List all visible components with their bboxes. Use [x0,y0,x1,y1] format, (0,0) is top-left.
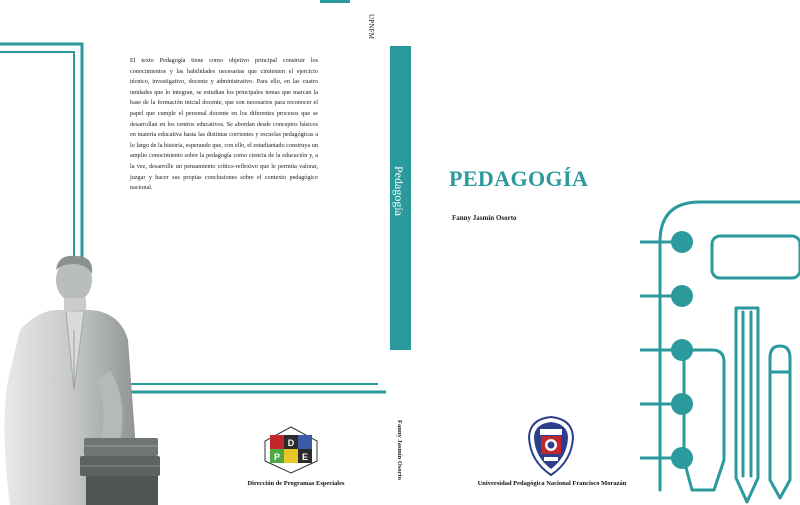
back-cover-description: El texto Pedagogía tiene como objetivo principal construir los conocimientos y las habilidades necesarias que cimienten el ejercicio técnico, investigativo, docente y administrativo. Para ello, en las cuatro unidades que lo integran, se estudian los principales temas que marcan la base de la formación inicial docente, que son necesarios para reconocer el papel que cumple el personal docente en los diferentes procesos que se desarrollan en los centros educativos. Se abordan desde conceptos básicos en materia educativa hasta las distintas corrientes y escuelas pedagógicas a lo largo de la historia, esperando que, con ello, el estudiantado construya un amplio conocimiento sobre la pedagogía como ciencia de la educación y, a la vez, desarrolle un pensamiento crítico-reflexivo que le permita valorar, juzgar y hacer sus propias conclusiones sobre el contexto pedagógico nacional. [130,57,318,192]
notebook-pencil-pen-illustration [640,190,800,505]
dpe-logo [262,425,320,475]
spine-publisher [365,14,379,74]
spine-top-accent [320,0,350,3]
spine-author [392,420,408,500]
spine-title: Pedagogía [392,166,406,216]
front-cover-author: Fanny Jasmín Osorto [452,214,517,222]
dpe-logo-caption: Dirección de Programas Especiales [247,480,345,487]
upnfm-caption: Universidad Pedagógica Nacional Francisco Morazán [477,480,627,487]
upnfm-seal [526,415,576,477]
dpe-logo-letter-e: E [301,452,309,462]
dpe-logo-letter-p: P [273,452,281,462]
spine-author-text: Fanny Jasmín Osorto [396,420,403,480]
dpe-logo-letter-d: D [287,438,295,448]
statue-image [0,250,175,505]
spine-title-band [390,46,411,350]
front-cover-title: PEDAGOGÍA [449,166,589,191]
spine-publisher-text: UPNFM [367,14,375,40]
